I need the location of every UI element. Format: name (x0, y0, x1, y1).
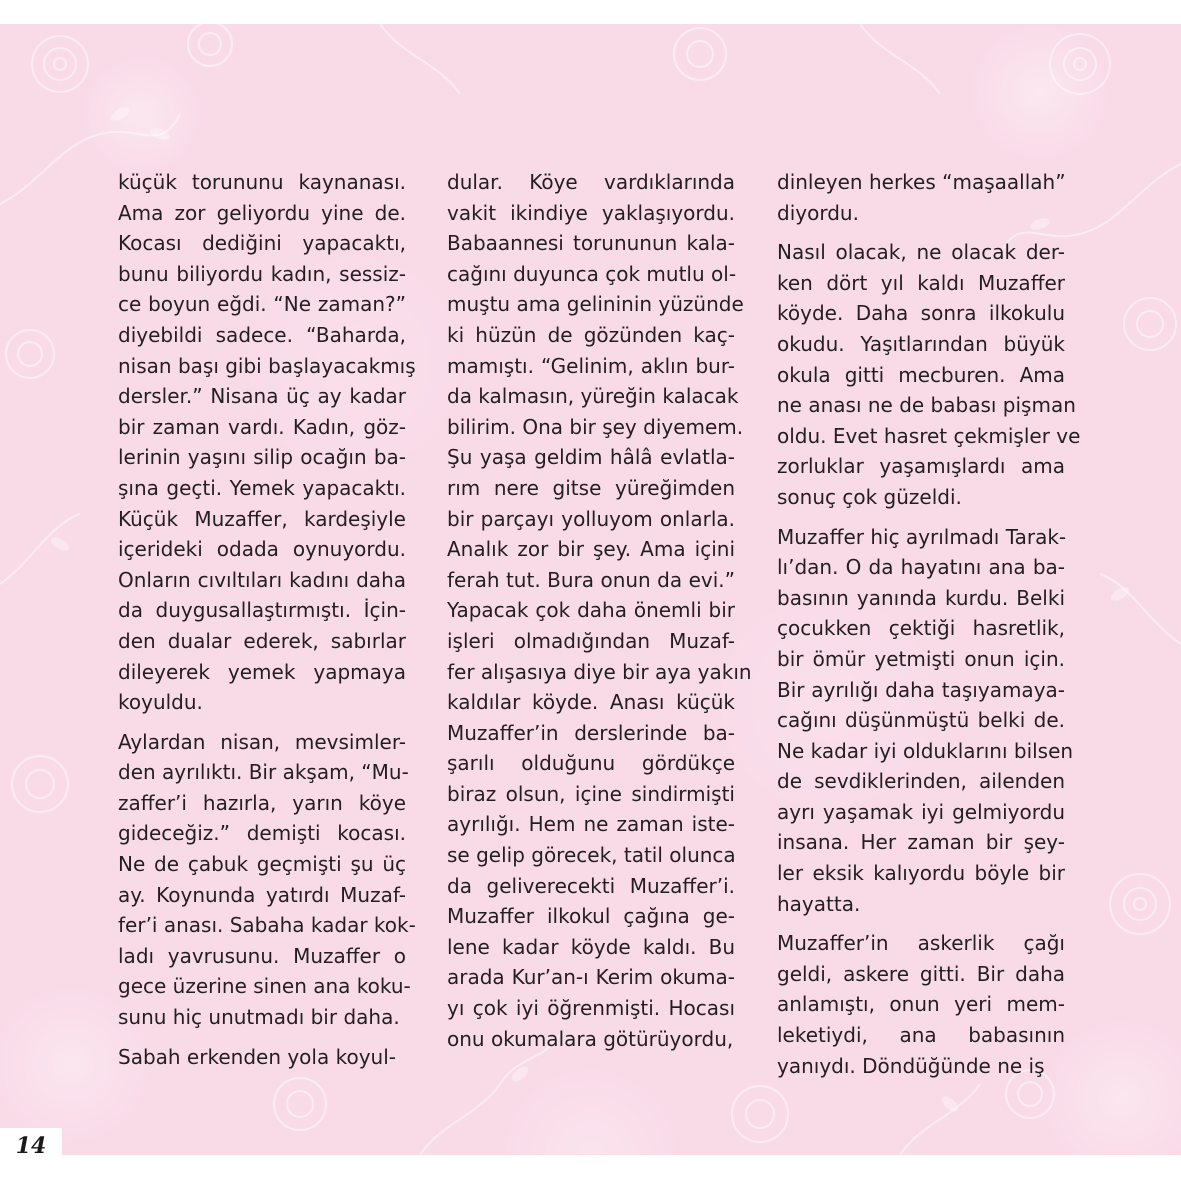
text-line: kaldılar köyde. Anası küçük (447, 690, 735, 715)
text-line: sunu hiç unutmadı bir daha. (118, 1005, 400, 1030)
text-line: işleri olmadığından Muzaf- (447, 628, 735, 653)
text-line: ayrı yaşamak iyi gelmiyordu (777, 799, 1065, 824)
text-line: biraz olsun, içine sindirmişti (447, 781, 735, 806)
text-line: Yapacak çok daha önemli bir (447, 598, 735, 623)
paragraph (777, 928, 1065, 1081)
text-line: rım nere gitse yüreğimden (447, 475, 735, 500)
paragraph (777, 522, 1074, 920)
text-line: lerinin yaşını silip ocağın ba- (118, 445, 406, 470)
text-line: nisan başı gibi başlayacakmış (118, 353, 416, 378)
text-line: Muzaffer’in derslerinde ba- (447, 720, 735, 745)
text-line: Ne de çabuk geçmişti şu üç (118, 852, 406, 877)
text-line: Onların cıvıltıları kadını daha (118, 567, 406, 592)
text-line: cağını düşünmüştü belki de. (777, 708, 1065, 733)
text-line: ay. Koynunda yatırdı Muzaf- (118, 882, 406, 907)
text-line: ki hüzün de gözünden kaç- (447, 322, 735, 347)
text-line: zaffer’i hazırla, yarın köye (118, 790, 406, 815)
text-line: Nasıl olacak, ne olacak der- (777, 240, 1065, 265)
text-column-1 (118, 167, 416, 1081)
text-line: da duygusallaştırmıştı. İçin- (118, 598, 406, 623)
text-line: bir zaman vardı. Kadın, göz- (118, 414, 406, 439)
text-line: ne anası ne de babası pişman (777, 393, 1076, 418)
text-line: Muzaffer hiç ayrılmadı Tarak- (777, 524, 1067, 549)
text-line: yı çok iyi öğrenmişti. Hocası (447, 996, 735, 1021)
text-line: fer’i anası. Sabaha kadar kok- (118, 913, 416, 938)
text-line: küçük torununu kaynanası. (118, 170, 406, 194)
text-line: köyde. Daha sonra ilkokulu (777, 301, 1065, 326)
text-line: insana. Her zaman bir şey- (777, 830, 1065, 855)
text-line: dileyerek yemek yapmaya (118, 659, 406, 684)
text-line: leketiydi, ana babasının (777, 1023, 1065, 1048)
text-line: dular. Köye vardıklarında (447, 170, 735, 194)
text-line: dinleyen herkes “maşaallah” (777, 170, 1066, 194)
text-line: de sevdiklerinden, ailenden (777, 769, 1065, 794)
text-line: şına geçti. Yemek yapacaktı. (118, 475, 406, 500)
text-line: muştu ama gelininin yüzünde (447, 292, 744, 317)
paragraph (447, 167, 752, 1054)
text-line: fer alışasıya diye bir aya yakın (447, 659, 752, 684)
text-line: da geliverecekti Muzaffer’i. (447, 873, 735, 898)
text-line: Analık zor bir şey. Ama içini (447, 537, 735, 562)
page-number: 14 (0, 1128, 62, 1164)
text-line: yanıydı. Döndüğünde ne iş (777, 1053, 1045, 1078)
text-line: cağını duyunca çok mutlu ol- (447, 261, 737, 286)
text-line: şarılı olduğunu gördükçe (447, 751, 735, 776)
text-line: bilirim. Ona bir şey diyemem. (447, 414, 744, 439)
text-line: ce boyun eğdi. “Ne zaman?” (118, 292, 406, 317)
text-line: Şu yaşa geldim hâlâ evlatla- (447, 445, 735, 470)
text-line: Ne kadar iyi olduklarını bilsen (777, 738, 1074, 763)
text-line: Kocası dediğini yapacaktı, (118, 231, 406, 256)
text-column-3 (777, 167, 1081, 1090)
text-line: okula gitti mecburen. Ama (777, 362, 1065, 387)
text-column-2 (447, 167, 752, 1063)
text-line: anlamıştı, onun yeri mem- (777, 992, 1065, 1017)
text-line: Ama zor geliyordu yine de. (118, 200, 406, 225)
paragraph (118, 1042, 406, 1073)
text-line: zorluklar yaşamışlardı ama (777, 454, 1065, 479)
text-line: koyuldu. (118, 690, 203, 715)
text-line: çocukken çektiği hasretlik, (777, 616, 1065, 641)
text-line: basının yanında kurdu. Belki (777, 585, 1065, 610)
text-line: sonuç çok güzeldi. (777, 484, 962, 509)
text-line: diyordu. (777, 200, 859, 225)
text-line: vakit ikindiye yaklaşıyordu. (447, 200, 735, 225)
text-line: den dualar ederek, sabırlar (118, 628, 406, 653)
text-line: ferah tut. Bura onun da evi.” (447, 567, 735, 592)
text-line: bir parçayı yolluyom onlarla. (447, 506, 735, 531)
text-line: Babaannesi torununun kala- (447, 231, 735, 256)
text-line: gece üzerine sinen ana koku- (118, 974, 411, 999)
text-line: arada Kur’an-ı Kerim okuma- (447, 965, 735, 990)
text-line: oldu. Evet hasret çekmişler ve (777, 423, 1081, 448)
text-line: mamıştı. “Gelinim, aklın bur- (447, 353, 735, 378)
text-line: Muzaffer ilkokul çağına ge- (447, 904, 735, 929)
text-line: Sabah erkenden yola koyul- (118, 1044, 396, 1069)
text-line: lene kadar köyde kaldı. Bu (447, 934, 735, 959)
text-line: dersler.” Nisana üç ay kadar (118, 384, 406, 409)
text-line: se gelip görecek, tatil olunca (447, 843, 736, 868)
text-line: ler eksik kalıyordu böyle bir (777, 861, 1065, 886)
text-line: geldi, askere gitti. Bir daha (777, 961, 1065, 986)
paragraph (777, 237, 1081, 512)
text-line: ladı yavrusunu. Muzaffer o (118, 943, 406, 968)
text-line: içerideki odada oynuyordu. (118, 537, 406, 562)
text-line: hayatta. (777, 891, 861, 916)
paragraph (777, 167, 1065, 228)
text-line: bir ömür yetmişti onun için. (777, 646, 1065, 671)
paragraph (118, 167, 416, 718)
text-line: okudu. Yaşıtlarından büyük (777, 331, 1065, 356)
text-line: Muzaffer’in askerlik çağı (777, 931, 1065, 956)
text-line: Bir ayrılığı daha taşıyamaya- (777, 677, 1065, 702)
text-line: lı’dan. O da hayatını ana ba- (777, 555, 1065, 580)
text-line: Küçük Muzaffer, kardeşiyle (118, 506, 406, 531)
text-line: gideceğiz.” demişti kocası. (118, 821, 406, 846)
text-line: da kalmasın, yüreğin kalacak (447, 384, 739, 409)
text-line: den ayrılıktı. Bir akşam, “Mu- (118, 760, 409, 785)
text-line: ayrılığı. Hem ne zaman iste- (447, 812, 735, 837)
text-line: bunu biliyordu kadın, sessiz- (118, 261, 406, 286)
text-line: onu okumalara götürüyordu, (447, 1026, 734, 1051)
page-background (0, 24, 1181, 1155)
text-line: Aylardan nisan, mevsimler- (118, 729, 406, 754)
text-line: ken dört yıl kaldı Muzaffer (777, 270, 1065, 295)
paragraph (118, 727, 416, 1033)
text-line: diyebildi sadece. “Baharda, (118, 322, 406, 347)
